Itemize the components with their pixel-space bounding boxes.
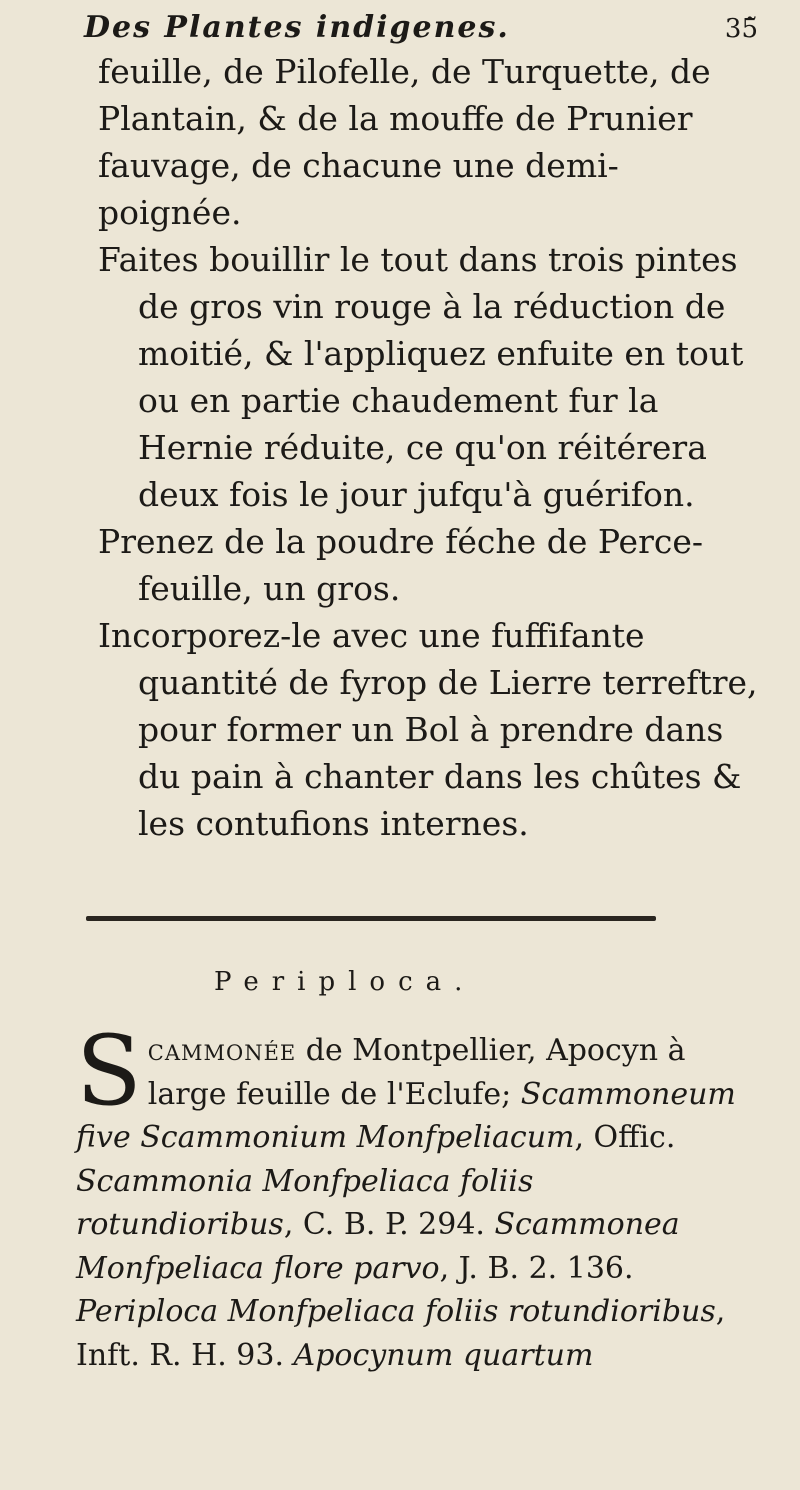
running-head (84, 8, 758, 48)
entry-synonym-5: Apocynum quartum (293, 1337, 594, 1373)
page-number: 35̃ (724, 14, 758, 44)
entry-text-2: , Offic. (574, 1120, 676, 1155)
entry-text-5: , Inft. R. H. 93. (76, 1294, 726, 1373)
recipe-paragraph-3: Prenez de la poudre féche de Perce-feuille, un gros. (98, 522, 704, 608)
section-title: Periploca. (214, 967, 476, 997)
recipe-paragraph-1: feuille, de Pilofelle, de Turquette, de Plantain, & de la mouffe de Prunier fauvage, de chacune une demi-poignée. (98, 52, 711, 232)
entry-text-4: , J. B. 2. 136. (439, 1250, 634, 1286)
entry-synonym-2: Scammonia Monfpeliaca foliis rotundioribus (76, 1163, 534, 1242)
drop-cap: S (76, 1015, 142, 1127)
entry-synonym-4: Periploca Monfpeliaca foliis rotundioribus (76, 1294, 716, 1329)
running-head-title: Des Plantes indigenes. (84, 10, 510, 45)
recipe-paragraph-2: Faites bouillir le tout dans trois pintes de gros vin rouge à la réduction de moitié, & l'appliquez enfuite en tout ou en partie chaudement fur la Hernie réduite, ce qu'on réitérera deux fois le jour jufqu'à guérifon. (98, 240, 744, 514)
entry-text-3: , C. B. P. 294. (283, 1207, 495, 1242)
entry-synonym-1: Scammoneum five Scammonium Monfpeliacum (76, 1076, 736, 1155)
plant-entry (76, 1015, 758, 1377)
entry-first-word: cammonée (147, 1033, 297, 1068)
entry-text-1: de Montpellier, Apocyn à large feuille de l'Eclufe; (147, 1033, 686, 1112)
recipe-text (98, 48, 758, 847)
entry-synonym-3: Scammonea Monfpeliaca flore parvo (76, 1207, 680, 1286)
section-divider (86, 916, 656, 921)
recipe-paragraph-4: Incorporez-le avec une fuffifante quantité de fyrop de Lierre terreftre, pour former un Bol à prendre dans du pain à chanter dans les chûtes & les contufions internes. (98, 616, 758, 843)
